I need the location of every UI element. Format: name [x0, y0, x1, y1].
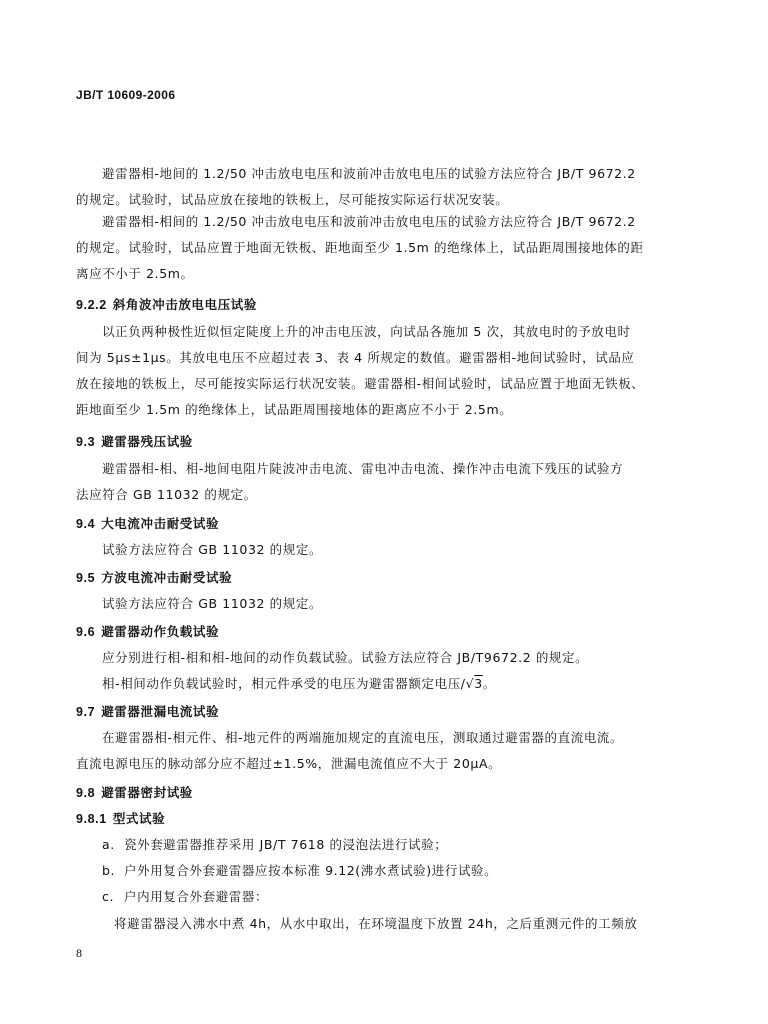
text-line: 的规定。试验时，试品应置于地面无铁板、距地面至少 1.5m 的绝缘体上，试品距周围接地体的距 — [76, 240, 644, 255]
section-number: 9.2.2 — [76, 298, 107, 312]
section-title: 避雷器残压试验 — [101, 434, 193, 449]
text-line: 直流电源电压的脉动部分应不超过±1.5%，泄漏电流值应不大于 20μA。 — [76, 756, 502, 771]
sqrt-symbol: √3 — [465, 676, 483, 691]
section-heading-9-7 — [76, 702, 219, 720]
text-line: 距地面至少 1.5m 的绝缘体上，试品距周围接地体的距离应不小于 2.5m。 — [76, 402, 513, 417]
list-item — [102, 835, 447, 853]
page-number: 8 — [76, 946, 82, 960]
section-number: 9.8.1 — [76, 812, 107, 826]
section-number: 9.6 — [76, 625, 96, 639]
sqrt-radicand: 3 — [474, 676, 483, 691]
text-line: 的规定。试验时，试品应放在接地的铁板上，尽可能按实际运行状况安装。 — [76, 192, 509, 207]
section-number: 9.5 — [76, 571, 96, 585]
text-fragment: 。 — [482, 676, 496, 691]
list-item-label: c. — [102, 889, 115, 904]
section-heading-9-8 — [76, 783, 193, 801]
section-title: 避雷器密封试验 — [101, 785, 193, 800]
section-title: 避雷器泄漏电流试验 — [101, 704, 220, 719]
text-line: 法应符合 GB 11032 的规定。 — [76, 487, 257, 502]
text-line: 避雷器相-相、相-地间电阻片陡波冲击电流、雷电冲击电流、操作冲击电流下残压的试验方 — [102, 461, 624, 476]
text-line: 间为 5μs±1μs。其放电电压不应超过表 3、表 4 所规定的数值。避雷器相-地间试验时，试品应 — [76, 350, 635, 365]
section-number: 9.8 — [76, 786, 96, 800]
list-item-text: 户外用复合外套避雷器应按本标准 9.12(沸水煮试验)进行试验。 — [124, 863, 498, 878]
list-item-text: 瓷外套避雷器推荐采用 JB/T 7618 的浸泡法进行试验； — [124, 837, 448, 852]
text-line: 离应不小于 2.5m。 — [76, 266, 194, 281]
list-item-label: a. — [102, 837, 115, 852]
section-number: 9.3 — [76, 435, 96, 449]
section-heading-9-8-1 — [76, 809, 165, 827]
text-line: 将避雷器浸入沸水中煮 4h，从水中取出，在环境温度下放置 24h，之后重测元件的工频放 — [114, 916, 638, 931]
text-line — [102, 674, 496, 692]
list-item — [102, 887, 268, 905]
section-heading-9-4 — [76, 514, 219, 532]
section-heading-9-2-2 — [76, 295, 257, 313]
text-line: 放在接地的铁板上，尽可能按实际运行状况安装。避雷器相-相间试验时，试品应置于地面无铁板、 — [76, 376, 645, 391]
list-item-label: b. — [102, 863, 116, 878]
list-item — [102, 861, 497, 879]
list-item-text: 户内用复合外套避雷器： — [124, 889, 269, 904]
section-title: 大电流冲击耐受试验 — [101, 516, 220, 531]
text-line: 避雷器相-地间的 1.2/50 冲击放电电压和波前冲击放电电压的试验方法应符合 JB/T 9672.2 — [102, 166, 636, 181]
text-line: 在避雷器相-相元件、相-地元件的两端施加规定的直流电压，测取通过避雷器的直流电流。 — [102, 730, 624, 745]
section-heading-9-6 — [76, 622, 219, 640]
text-line: 试验方法应符合 GB 11032 的规定。 — [102, 542, 323, 557]
section-heading-9-3 — [76, 432, 193, 450]
section-heading-9-5 — [76, 568, 232, 586]
text-line: 以正负两种极性近似恒定陡度上升的冲击电压波，向试品各施加 5 次，其放电时的予放电时 — [102, 324, 631, 339]
section-title: 型式试验 — [112, 811, 166, 826]
text-line: 避雷器相-相间的 1.2/50 冲击放电电压和波前冲击放电电压的试验方法应符合 JB/T 9672.2 — [102, 214, 636, 229]
document-id-header: JB/T 10609-2006 — [76, 88, 176, 102]
section-title: 方波电流冲击耐受试验 — [101, 570, 233, 585]
section-number: 9.7 — [76, 705, 96, 719]
text-line: 应分别进行相-相和相-地间的动作负载试验。试验方法应符合 JB/T9672.2 的规定。 — [102, 650, 589, 665]
text-line: 试验方法应符合 GB 11032 的规定。 — [102, 596, 323, 611]
section-number: 9.4 — [76, 517, 96, 531]
section-title: 避雷器动作负载试验 — [101, 624, 220, 639]
section-title: 斜角波冲击放电电压试验 — [112, 297, 257, 312]
text-fragment: 相-相间动作负载试验时，相元件承受的电压为避雷器额定电压/ — [102, 676, 466, 691]
